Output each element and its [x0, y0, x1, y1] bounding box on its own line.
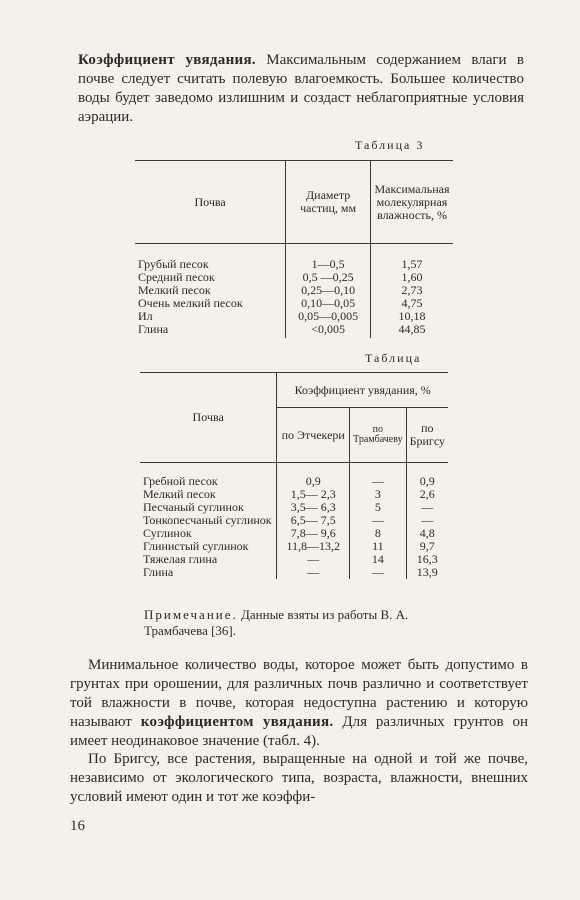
table4	[140, 372, 448, 579]
table3-cell: <0,005	[286, 323, 371, 338]
table4-cell: 16,3	[406, 553, 448, 566]
table3-header-soil: Почва	[135, 161, 286, 244]
table3-cell: 0,10—0,05	[286, 297, 371, 310]
table-note	[144, 607, 474, 639]
table3-cell: Грубый песок	[138, 257, 209, 271]
table4-cell: —	[350, 514, 406, 527]
note-label: Примечание.	[144, 607, 238, 622]
table3-cell: Очень мелкий песок	[138, 296, 243, 310]
table3-header-moisture: Максимальная молекулярная влажность, %	[371, 161, 454, 244]
table4-header-group: Коэффициент увядания, %	[277, 373, 448, 408]
table4-cell: 2,6	[406, 488, 448, 501]
body-p1-text-a: Минимальное количество воды, которое может быть допустимо в грунтах при орошении, для различных почв различно и соответствует той влажности в почве, которая недоступна растению и которую называют	[70, 657, 528, 730]
table4-cell: —	[277, 553, 350, 566]
table4-cell: Тяжелая глина	[143, 552, 218, 566]
table3-row	[135, 323, 453, 338]
table4-cell: —	[406, 501, 448, 514]
table4-cell: 1,5— 2,3	[277, 488, 350, 501]
table4-cell: Мелкий песок	[143, 487, 216, 501]
intro-text: Максимальным содержанием влаги в почве следует считать полевую влагоемкость. Большее количество воды будет заведомо излишним и создаст неблагоприятные условия аэрации.	[78, 52, 524, 125]
table3-body	[135, 244, 453, 339]
table4-cell: 9,7	[406, 540, 448, 553]
intro-heading: Коэффициент увядания.	[78, 52, 256, 68]
table4-cell: 11	[350, 540, 406, 553]
table4-cell: Суглинок	[143, 526, 192, 540]
table3-cell: 2,73	[371, 284, 454, 297]
table3-cell: Мелкий песок	[138, 283, 211, 297]
table4-cell: 0,9	[277, 463, 350, 489]
table3	[135, 160, 453, 338]
table3-cell: 1,60	[371, 271, 454, 284]
table4-cell: —	[350, 566, 406, 579]
table4-cell: 8	[350, 527, 406, 540]
table3-cell: Глина	[138, 322, 169, 336]
table3-cell: 0,25—0,10	[286, 284, 371, 297]
table4-cell: Песчаный суглинок	[143, 500, 244, 514]
table4-cell: 6,5— 7,5	[277, 514, 350, 527]
table3-cell: Средний песок	[138, 270, 215, 284]
table4-header-soil: Почва	[140, 373, 277, 463]
table3-cell: 1—0,5	[286, 244, 371, 272]
table4-subheader-trambachev: по Трамбачеву	[350, 408, 406, 463]
body-paragraph-2: По Бригсу, все растения, выращенные на одной и той же почве, независимо от экологического типа, возраста, влажности, внешних условий имеют один и тот же коэффи-	[70, 751, 528, 805]
table3-cell: Ил	[138, 309, 153, 323]
table4-row	[140, 463, 448, 489]
table3-cell: 10,18	[371, 310, 454, 323]
table3-cell: 44,85	[371, 323, 454, 338]
table4-cell: —	[350, 463, 406, 489]
body-paragraph-1	[70, 656, 528, 751]
table3-cell: 4,75	[371, 297, 454, 310]
table4-cell: 14	[350, 553, 406, 566]
body-p1-text-b: Для различных грунтов он имеет неодинаковое значение (табл. 4).	[70, 714, 528, 749]
note-text: Данные взяты из работы В. А. Трамбачева [36].	[144, 607, 409, 638]
table4-cell: 3	[350, 488, 406, 501]
table4-cell: Тонкопесчаный суглинок	[143, 513, 272, 527]
table4-caption: Таблица	[365, 351, 422, 365]
table4-cell: Гребной песок	[143, 474, 218, 488]
table3-row	[135, 244, 453, 272]
body-p1-term: коэффициентом увядания.	[140, 714, 334, 730]
table3-caption: Таблица 3	[355, 138, 425, 152]
table3-cell: 0,05—0,005	[286, 310, 371, 323]
table4-cell: 7,8— 9,6	[277, 527, 350, 540]
table4-subheader-briggs: по Бригсу	[406, 408, 448, 463]
intro-paragraph	[78, 51, 524, 127]
table4-subheader-etcheveri: по Этчекери	[277, 408, 350, 463]
page-number: 16	[70, 818, 85, 834]
table4-cell: —	[277, 566, 350, 579]
table4-cell: 5	[350, 501, 406, 514]
table3-header-diameter-text: Диаметр частиц, мм	[300, 188, 357, 215]
table4-cell: 0,9	[406, 463, 448, 489]
table4-cell: 3,5— 6,3	[277, 501, 350, 514]
table4-cell: 11,8—13,2	[277, 540, 350, 553]
table4-body	[140, 463, 448, 580]
table3-header-diameter	[286, 161, 371, 244]
table3-cell: 1,57	[371, 244, 454, 272]
table4-cell: —	[406, 514, 448, 527]
table4-cell: 4,8	[406, 527, 448, 540]
table4-row	[140, 566, 448, 579]
table4-cell: Глина	[143, 565, 174, 579]
table4-cell: 13,9	[406, 566, 448, 579]
table4-cell: Глинистый суглинок	[143, 539, 249, 553]
table4-row	[140, 553, 448, 566]
table3-cell: 0,5 —0,25	[286, 271, 371, 284]
